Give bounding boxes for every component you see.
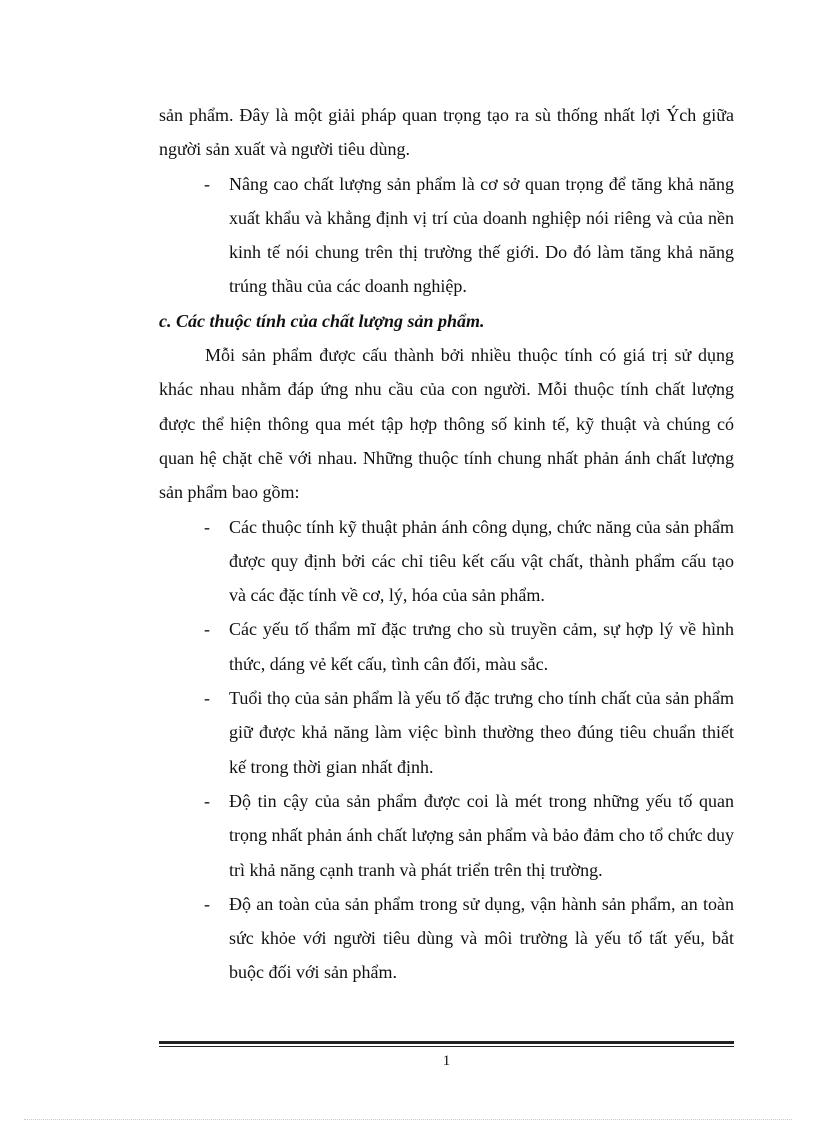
bullet-text: Các yếu tố thẩm mĩ đặc trưng cho sù truyền cảm, sự hợp lý về hình thức, dáng vẻ kết cấu, tình cân đối, màu sắc. bbox=[229, 619, 734, 674]
bullet-text: Nâng cao chất lượng sản phẩm là cơ sở quan trọng để tăng khả năng xuất khẩu và khẳng định vị trí của doanh nghiệp nói riêng và của nền kinh tế nói chung trên thị trường thế giới. Do đó làm tăng khả năng trúng thầu của các doanh nghiệp. bbox=[229, 173, 734, 297]
bullet-text: Độ an toàn của sản phẩm trong sử dụng, vận hành sản phẩm, an toàn sức khỏe với người tiêu dùng và môi trường là yếu tố tất yếu, bắt buộc đối với sản phẩm. bbox=[229, 893, 734, 983]
bullet-dash: - bbox=[204, 893, 210, 914]
list-item bbox=[159, 887, 734, 990]
section-heading: c. Các thuộc tính của chất lượng sản phẩm. bbox=[159, 310, 485, 331]
page-edge-divider bbox=[24, 1119, 792, 1120]
list-item bbox=[159, 681, 734, 784]
document-body bbox=[159, 98, 734, 990]
section-bullet-list bbox=[159, 510, 734, 990]
bullet-dash: - bbox=[204, 173, 210, 194]
intro-paragraph: sản phẩm. Đây là một giải pháp quan trọng tạo ra sù thống nhất lợi Ých giữa người sản xuất và người tiêu dùng. bbox=[159, 105, 734, 160]
section-paragraph: Mỗi sản phẩm được cấu thành bởi nhiều thuộc tính có giá trị sử dụng khác nhau nhằm đáp ứng nhu cầu của con người. Mỗi thuộc tính chất lượng được thể hiện thông qua mét tập hợp thông số kinh tế, kỹ thuật và chúng có quan hệ chặt chẽ với nhau. Những thuộc tính chung nhất phản ánh chất lượng sản phẩm bao gồm: bbox=[159, 345, 734, 503]
footer-rule-thick bbox=[159, 1041, 734, 1044]
bullet-dash: - bbox=[204, 790, 210, 811]
bullet-dash: - bbox=[204, 516, 210, 537]
list-item bbox=[159, 167, 734, 304]
top-bullet-list bbox=[159, 167, 734, 304]
bullet-dash: - bbox=[204, 688, 210, 709]
bullet-dash: - bbox=[204, 619, 210, 640]
list-item bbox=[159, 510, 734, 613]
bullet-text: Tuổi thọ của sản phẩm là yếu tố đặc trưng cho tính chất của sản phẩm giữ được khả năng làm việc bình thường theo đúng tiêu chuẩn thiết kế trong thời gian nhất định. bbox=[229, 688, 734, 777]
bullet-text: Độ tin cậy của sản phẩm được coi là mét trong những yếu tố quan trọng nhất phản ánh chất lượng sản phẩm và bảo đảm cho tổ chức duy trì khả năng cạnh tranh và phát triển trên thị trường. bbox=[229, 790, 734, 880]
list-item bbox=[159, 612, 734, 681]
page-number: 1 bbox=[442, 1053, 451, 1069]
footer-rule-thin bbox=[159, 1046, 734, 1047]
bullet-text: Các thuộc tính kỹ thuật phản ánh công dụng, chức năng của sản phẩm được quy định bởi các chỉ tiêu kết cấu vật chất, thành phẩm cấu tạo và các đặc tính về cơ, lý, hóa của sản phẩm. bbox=[229, 516, 734, 606]
list-item bbox=[159, 784, 734, 887]
